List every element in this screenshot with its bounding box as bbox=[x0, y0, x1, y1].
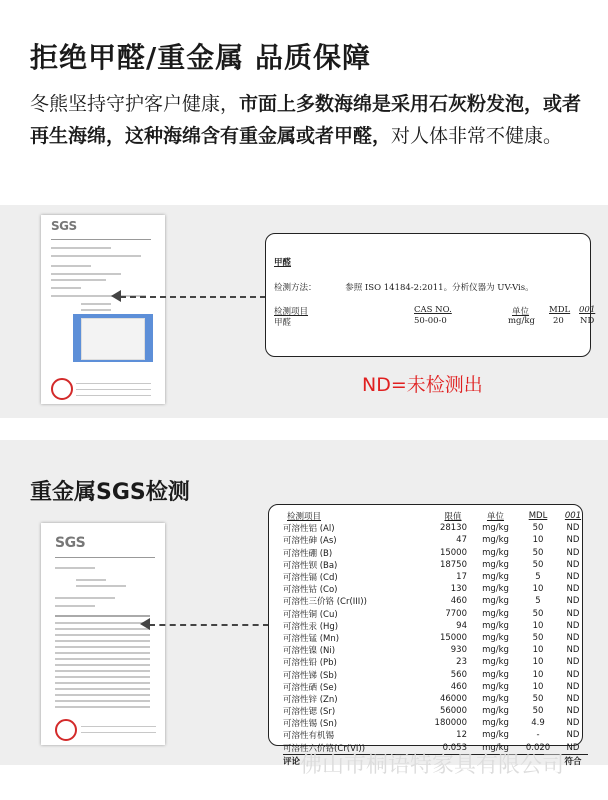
cell-result: ND bbox=[566, 535, 580, 546]
table-row bbox=[283, 644, 588, 656]
cell-unit: mg/kg bbox=[508, 316, 535, 326]
cell-limit: 17 bbox=[456, 572, 467, 583]
cell-unit: mg/kg bbox=[482, 718, 509, 729]
header-item: 检测项目 bbox=[274, 307, 309, 317]
section-title-heavy-metal: 重金属SGS检测 bbox=[30, 480, 190, 505]
cell-result: ND bbox=[566, 657, 580, 668]
cell-item: 可溶性锡 (Sn) bbox=[283, 719, 338, 730]
intro-part-2: 市面上多数海绵是采用石灰粉发泡，或者再生海绵，这种海绵含有重金属或者甲醛， bbox=[30, 93, 582, 147]
sgs-report-thumbnail-formaldehyde bbox=[41, 215, 165, 404]
cell-limit: 460 bbox=[450, 681, 467, 692]
cell-result: ND bbox=[566, 718, 580, 729]
cell-result: ND bbox=[566, 706, 580, 717]
cell-unit: mg/kg bbox=[482, 742, 509, 753]
table-row bbox=[283, 522, 588, 534]
cell-limit: 56000 bbox=[439, 706, 467, 717]
header-item: 检测项目 bbox=[287, 512, 322, 523]
cell-mdl: - bbox=[536, 730, 540, 741]
table-row bbox=[283, 693, 588, 705]
heavy-metal-table bbox=[283, 510, 588, 767]
cell-mdl: 10 bbox=[532, 657, 544, 668]
cell-item: 可溶性钴 (Co) bbox=[283, 585, 338, 596]
cell-item: 可溶性砷 (As) bbox=[283, 536, 337, 547]
cell-limit: 47 bbox=[456, 535, 467, 546]
cell-item: 可溶性钡 (Ba) bbox=[283, 560, 338, 571]
cell-unit: mg/kg bbox=[482, 632, 509, 643]
cell-limit: 46000 bbox=[439, 693, 467, 704]
cell-unit: mg/kg bbox=[482, 669, 509, 680]
table-row bbox=[283, 729, 588, 741]
cell-limit: 18750 bbox=[439, 559, 467, 570]
table-row bbox=[283, 717, 588, 729]
cell-unit: mg/kg bbox=[482, 584, 509, 595]
cell-result: ND bbox=[566, 669, 580, 680]
table-row bbox=[283, 632, 588, 644]
table-row bbox=[283, 620, 588, 632]
cell-unit: mg/kg bbox=[482, 693, 509, 704]
cell-mdl: 50 bbox=[532, 547, 544, 558]
table-header-row bbox=[283, 510, 588, 522]
cell-item: 甲醛 bbox=[274, 318, 292, 328]
cell-result: ND bbox=[566, 584, 580, 595]
intro-paragraph bbox=[30, 88, 590, 152]
cell-mdl: 10 bbox=[532, 584, 544, 595]
cell-result: ND bbox=[566, 693, 580, 704]
cell-unit: mg/kg bbox=[482, 596, 509, 607]
cell-item: 可溶性三价铬 (Cr(III)) bbox=[283, 597, 367, 608]
header-mdl: MDL bbox=[549, 305, 571, 315]
formaldehyde-result-callout bbox=[265, 233, 596, 357]
cell-limit: 930 bbox=[450, 645, 467, 656]
cell-unit: mg/kg bbox=[482, 559, 509, 570]
cell-mdl: 4.9 bbox=[531, 718, 545, 729]
cell-mdl: 20 bbox=[553, 316, 564, 326]
sgs-report-thumbnail-heavy-metal bbox=[41, 523, 165, 745]
cell-limit: 560 bbox=[450, 669, 467, 680]
cell-result: ND bbox=[566, 559, 580, 570]
cell-limit: 28130 bbox=[439, 523, 467, 534]
cell-mdl: 0.020 bbox=[525, 742, 551, 753]
cell-result: ND bbox=[566, 645, 580, 656]
cell-result: ND bbox=[566, 608, 580, 619]
cell-unit: mg/kg bbox=[482, 706, 509, 717]
cell-mdl: 50 bbox=[532, 693, 544, 704]
cell-item: 可溶性铅 (Pb) bbox=[283, 658, 337, 669]
nd-note: ND=未检测出 bbox=[362, 374, 483, 396]
cell-limit: 460 bbox=[450, 596, 467, 607]
header-limit: 限值 bbox=[444, 512, 462, 523]
cell-unit: mg/kg bbox=[482, 620, 509, 631]
cell-limit: 15000 bbox=[439, 632, 467, 643]
cell-limit: 7700 bbox=[445, 608, 467, 619]
cell-item: 可溶性锰 (Mn) bbox=[283, 633, 340, 644]
cell-limit: 0.053 bbox=[442, 742, 467, 753]
table-row bbox=[283, 681, 588, 693]
cell-item: 可溶性六价铬(Cr(VI)) bbox=[283, 743, 366, 754]
intro-part-3: 对人体非常不健康。 bbox=[391, 125, 563, 147]
sgs-stamp-2 bbox=[55, 719, 77, 741]
cell-mdl: 50 bbox=[532, 632, 544, 643]
cell-unit: mg/kg bbox=[482, 730, 509, 741]
table-row bbox=[283, 559, 588, 571]
intro-part-1: 冬熊坚持守护客户健康， bbox=[30, 93, 240, 115]
company-watermark: 佛山市桐语特家具有限公司 bbox=[300, 753, 565, 778]
cell-mdl: 10 bbox=[532, 669, 544, 680]
cell-limit: 12 bbox=[456, 730, 467, 741]
cell-unit: mg/kg bbox=[482, 535, 509, 546]
dashed-arrow-2 bbox=[149, 624, 269, 626]
cell-cas: 50-00-0 bbox=[414, 316, 447, 326]
cell-result: ND bbox=[566, 620, 580, 631]
cell-item: 可溶性硒 (Se) bbox=[283, 682, 337, 693]
footer-label: 评论 bbox=[283, 756, 301, 767]
cell-result: ND bbox=[566, 742, 580, 753]
header-mdl: MDL bbox=[528, 511, 548, 522]
cell-result: ND bbox=[566, 572, 580, 583]
cell-limit: 15000 bbox=[439, 547, 467, 558]
cell-item: 可溶性锑 (Sb) bbox=[283, 670, 338, 681]
header-cas: CAS NO. bbox=[414, 305, 452, 315]
cell-mdl: 5 bbox=[535, 596, 541, 607]
cell-result: ND bbox=[580, 316, 595, 326]
sgs-logo-2: SGS bbox=[55, 535, 86, 551]
cell-mdl: 50 bbox=[532, 559, 544, 570]
cell-limit: 180000 bbox=[434, 718, 467, 729]
callout-heading: 甲醛 bbox=[274, 258, 292, 268]
cell-item: 可溶性有机锡 bbox=[283, 731, 335, 742]
cell-item: 可溶性镉 (Cd) bbox=[283, 573, 338, 584]
cell-result: ND bbox=[566, 547, 580, 558]
cell-item: 可溶性镍 (Ni) bbox=[283, 646, 336, 657]
sgs-stamp bbox=[51, 378, 73, 400]
table-row bbox=[283, 608, 588, 620]
header-unit: 单位 bbox=[486, 512, 504, 523]
table-row bbox=[283, 583, 588, 595]
table-row bbox=[283, 595, 588, 607]
footer-value: 符合 bbox=[564, 756, 582, 767]
header-unit: 单位 bbox=[512, 307, 530, 317]
cell-unit: mg/kg bbox=[482, 572, 509, 583]
table-row bbox=[283, 656, 588, 668]
cell-limit: 130 bbox=[450, 584, 467, 595]
cell-result: ND bbox=[566, 730, 580, 741]
page-title: 拒绝甲醛/重金属 品质保障 bbox=[30, 41, 371, 74]
cell-mdl: 50 bbox=[532, 523, 544, 534]
cell-unit: mg/kg bbox=[482, 523, 509, 534]
table-row bbox=[283, 668, 588, 680]
table-row bbox=[283, 547, 588, 559]
cell-mdl: 5 bbox=[535, 572, 541, 583]
cell-item: 可溶性铜 (Cu) bbox=[283, 609, 338, 620]
cell-limit: 23 bbox=[456, 657, 467, 668]
cell-item: 可溶性汞 (Hg) bbox=[283, 621, 339, 632]
cell-result: ND bbox=[566, 596, 580, 607]
table-row bbox=[283, 705, 588, 717]
header-sample: 001 bbox=[564, 511, 582, 522]
cell-unit: mg/kg bbox=[482, 645, 509, 656]
table-row bbox=[283, 571, 588, 583]
cell-limit: 94 bbox=[456, 620, 467, 631]
cell-result: ND bbox=[566, 523, 580, 534]
cell-item: 可溶性铝 (Al) bbox=[283, 524, 335, 535]
cell-mdl: 50 bbox=[532, 608, 544, 619]
cell-unit: mg/kg bbox=[482, 657, 509, 668]
cell-item: 可溶性锌 (Zn) bbox=[283, 694, 338, 705]
cell-item: 可溶性硼 (B) bbox=[283, 548, 333, 559]
cell-mdl: 10 bbox=[532, 535, 544, 546]
dashed-arrow-1 bbox=[120, 296, 266, 298]
header-sample: 001 bbox=[579, 305, 596, 315]
cell-mdl: 50 bbox=[532, 706, 544, 717]
cell-mdl: 10 bbox=[532, 620, 544, 631]
cell-unit: mg/kg bbox=[482, 547, 509, 558]
method-text: 参照 ISO 14184-2:2011。分析仪器为 UV-Vis。 bbox=[345, 283, 534, 293]
cell-result: ND bbox=[566, 681, 580, 692]
table-row bbox=[283, 534, 588, 546]
cell-mdl: 10 bbox=[532, 681, 544, 692]
method-label: 检测方法： bbox=[274, 283, 317, 293]
cell-item: 可溶性锶 (Sr) bbox=[283, 707, 336, 718]
cell-unit: mg/kg bbox=[482, 608, 509, 619]
cell-mdl: 10 bbox=[532, 645, 544, 656]
cell-result: ND bbox=[566, 632, 580, 643]
sgs-logo: SGS bbox=[51, 219, 77, 233]
cell-unit: mg/kg bbox=[482, 681, 509, 692]
